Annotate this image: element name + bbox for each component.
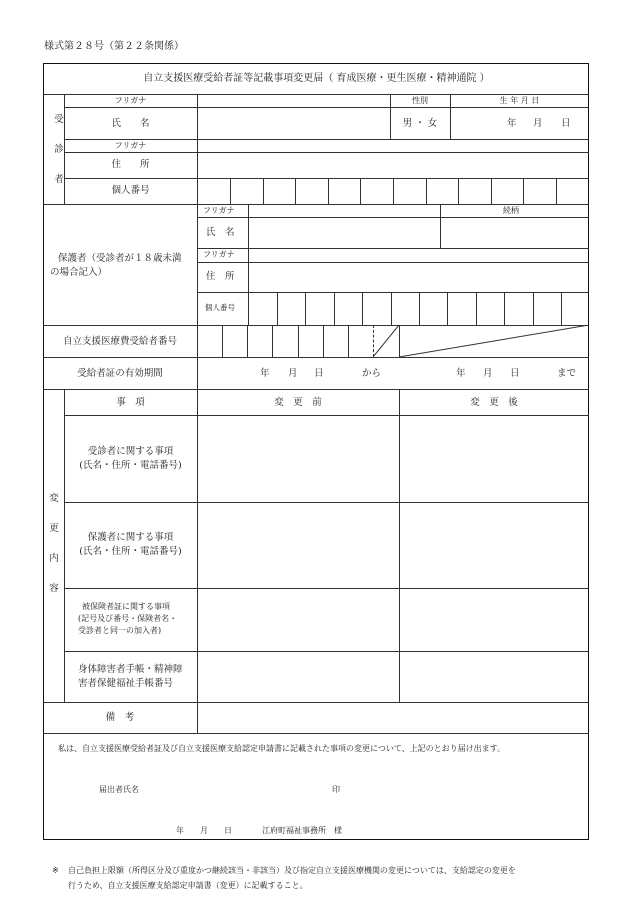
divider (391, 292, 392, 325)
changes-label-2: 更 (49, 523, 59, 534)
change-row-4-line2: 害者保健福祉手帳番号 (78, 678, 174, 689)
declaration-text: 私は、自立支援医療受給者証及び自立支援医療支給認定申請書に記載された事項の変更について、上記のとおり届け出ます。 (58, 744, 506, 753)
divider (328, 178, 329, 204)
divider (277, 292, 278, 325)
change-row-3-line2: (記号及び番号・保険者名・ (78, 614, 178, 623)
guardian-address-label: 住 所 (206, 271, 235, 282)
changes-label-4: 容 (49, 583, 59, 594)
divider (43, 389, 589, 390)
change-row-1-line1: 受診者に関する事項 (87, 446, 174, 457)
note-line-1: 自己負担上限額（所得区分及び重度かつ継続該当・非該当）及び指定自立支援医療機関の変更については、支給認定の変更を (68, 866, 516, 875)
divider (272, 325, 273, 357)
validity-to-year: 年 (456, 368, 466, 379)
divider (64, 389, 65, 702)
guardian-furigana-label: フリガナ (203, 206, 235, 215)
patient-label-2: 診 (54, 144, 64, 155)
change-row-2-line2: (氏名・住所・電話番号) (79, 546, 182, 557)
divider (230, 178, 231, 204)
divider (504, 292, 505, 325)
birthdate-label: 生 年 月 日 (499, 96, 540, 105)
divider (64, 139, 589, 140)
divider (362, 292, 363, 325)
validity-from-year: 年 (260, 368, 270, 379)
before-input-area[interactable] (198, 416, 398, 701)
sex-options[interactable]: 男 ・ 女 (402, 118, 438, 129)
divider (440, 204, 441, 248)
divider (523, 178, 524, 204)
divider (561, 292, 562, 325)
guardian-name-input[interactable] (249, 218, 439, 247)
divider (393, 178, 394, 204)
form-title: 自立支援医療受給者証等記載事項変更届（ 育成医療・更生医療・精神通院 ） (143, 73, 490, 84)
guardian-mynumber-label: 個人番号 (205, 303, 235, 312)
patient-address-input[interactable] (198, 153, 588, 177)
change-row-2-line1: 保護者に関する事項 (87, 532, 174, 543)
guardian-name-label: 氏 名 (206, 227, 235, 238)
before-header: 変 更 前 (274, 397, 322, 408)
patient-name-input[interactable] (198, 108, 389, 138)
changes-label-3: 内 (49, 553, 59, 564)
patient-label-1: 受 (54, 114, 64, 125)
birth-month: 月 (533, 118, 543, 129)
validity-to-month: 月 (483, 368, 493, 379)
strike-diagonal (373, 325, 589, 357)
divider (305, 292, 306, 325)
patient-furigana-label-2: フリガナ (114, 141, 147, 150)
change-row-3-line3: 受診者と同一の加入者) (78, 626, 162, 635)
divider (360, 178, 361, 204)
divider (491, 178, 492, 204)
validity-from-month: 月 (288, 368, 298, 379)
applicant-label: 届出者氏名 (99, 785, 139, 794)
divider (556, 178, 557, 204)
validity-from-day: 日 (314, 368, 324, 379)
divider (43, 204, 589, 205)
validity-to-day: 日 (510, 368, 520, 379)
addressee: 江府町福祉事務所 様 (262, 826, 342, 835)
birth-day: 日 (561, 118, 571, 129)
divider (43, 357, 589, 358)
divider (197, 292, 589, 293)
guardian-furigana-label-2: フリガナ (203, 250, 235, 259)
divider (419, 292, 420, 325)
note-line-2: 行うため、自立支援医療支給認定申請書（変更）に記載すること。 (68, 881, 308, 890)
patient-mynumber-label: 個人番号 (111, 185, 150, 196)
seal-mark: 印 (332, 785, 340, 794)
divider (476, 292, 477, 325)
change-row-3-line1: 被保険者証に関する事項 (82, 602, 170, 611)
divider (43, 733, 589, 734)
divider (247, 325, 248, 357)
note-mark: ※ (52, 866, 59, 875)
recipient-number-label: 自立支援医療費受給者番号 (62, 336, 177, 347)
patient-label-3: 者 (54, 174, 64, 185)
divider (263, 178, 264, 204)
validity-until-word: まで (557, 368, 577, 379)
patient-address-label: 住 所 (111, 159, 150, 170)
date-day: 日 (224, 826, 232, 835)
divider (197, 248, 589, 249)
divider (64, 178, 589, 179)
after-header: 変 更 後 (470, 397, 518, 408)
relationship-label: 続柄 (503, 206, 519, 215)
divider (533, 292, 534, 325)
divider (295, 178, 296, 204)
changes-label-1: 変 (49, 493, 59, 504)
date-year: 年 (176, 826, 184, 835)
divider (348, 325, 349, 357)
divider (43, 94, 589, 95)
divider (334, 292, 335, 325)
divider (447, 292, 448, 325)
after-input-area[interactable] (400, 416, 588, 701)
validity-label: 受給者証の有効期間 (77, 368, 163, 379)
form-number: 様式第２８号（第２２条関係） (44, 41, 184, 52)
guardian-address-input[interactable] (249, 263, 588, 291)
patient-furigana-label: フリガナ (114, 96, 147, 105)
guardian-label-2: の場合記入） (50, 267, 108, 278)
divider (426, 178, 427, 204)
divider (298, 325, 299, 357)
change-row-1-line2: (氏名・住所・電話番号) (79, 460, 182, 471)
guardian-label-1: 保護者（受診者が１８歳未満 (58, 253, 182, 264)
divider (222, 325, 223, 357)
item-header: 事 項 (116, 397, 145, 408)
birth-year: 年 (507, 118, 517, 129)
remarks-input[interactable] (198, 703, 588, 732)
change-row-4-line1: 身体障害者手帳・精神障 (78, 664, 183, 675)
date-month: 月 (200, 826, 208, 835)
patient-name-label: 氏 名 (111, 118, 150, 129)
remarks-label: 備 考 (105, 712, 135, 723)
sex-label: 性別 (412, 96, 428, 105)
validity-from-word: から (362, 368, 382, 379)
divider (458, 178, 459, 204)
divider (323, 325, 324, 357)
